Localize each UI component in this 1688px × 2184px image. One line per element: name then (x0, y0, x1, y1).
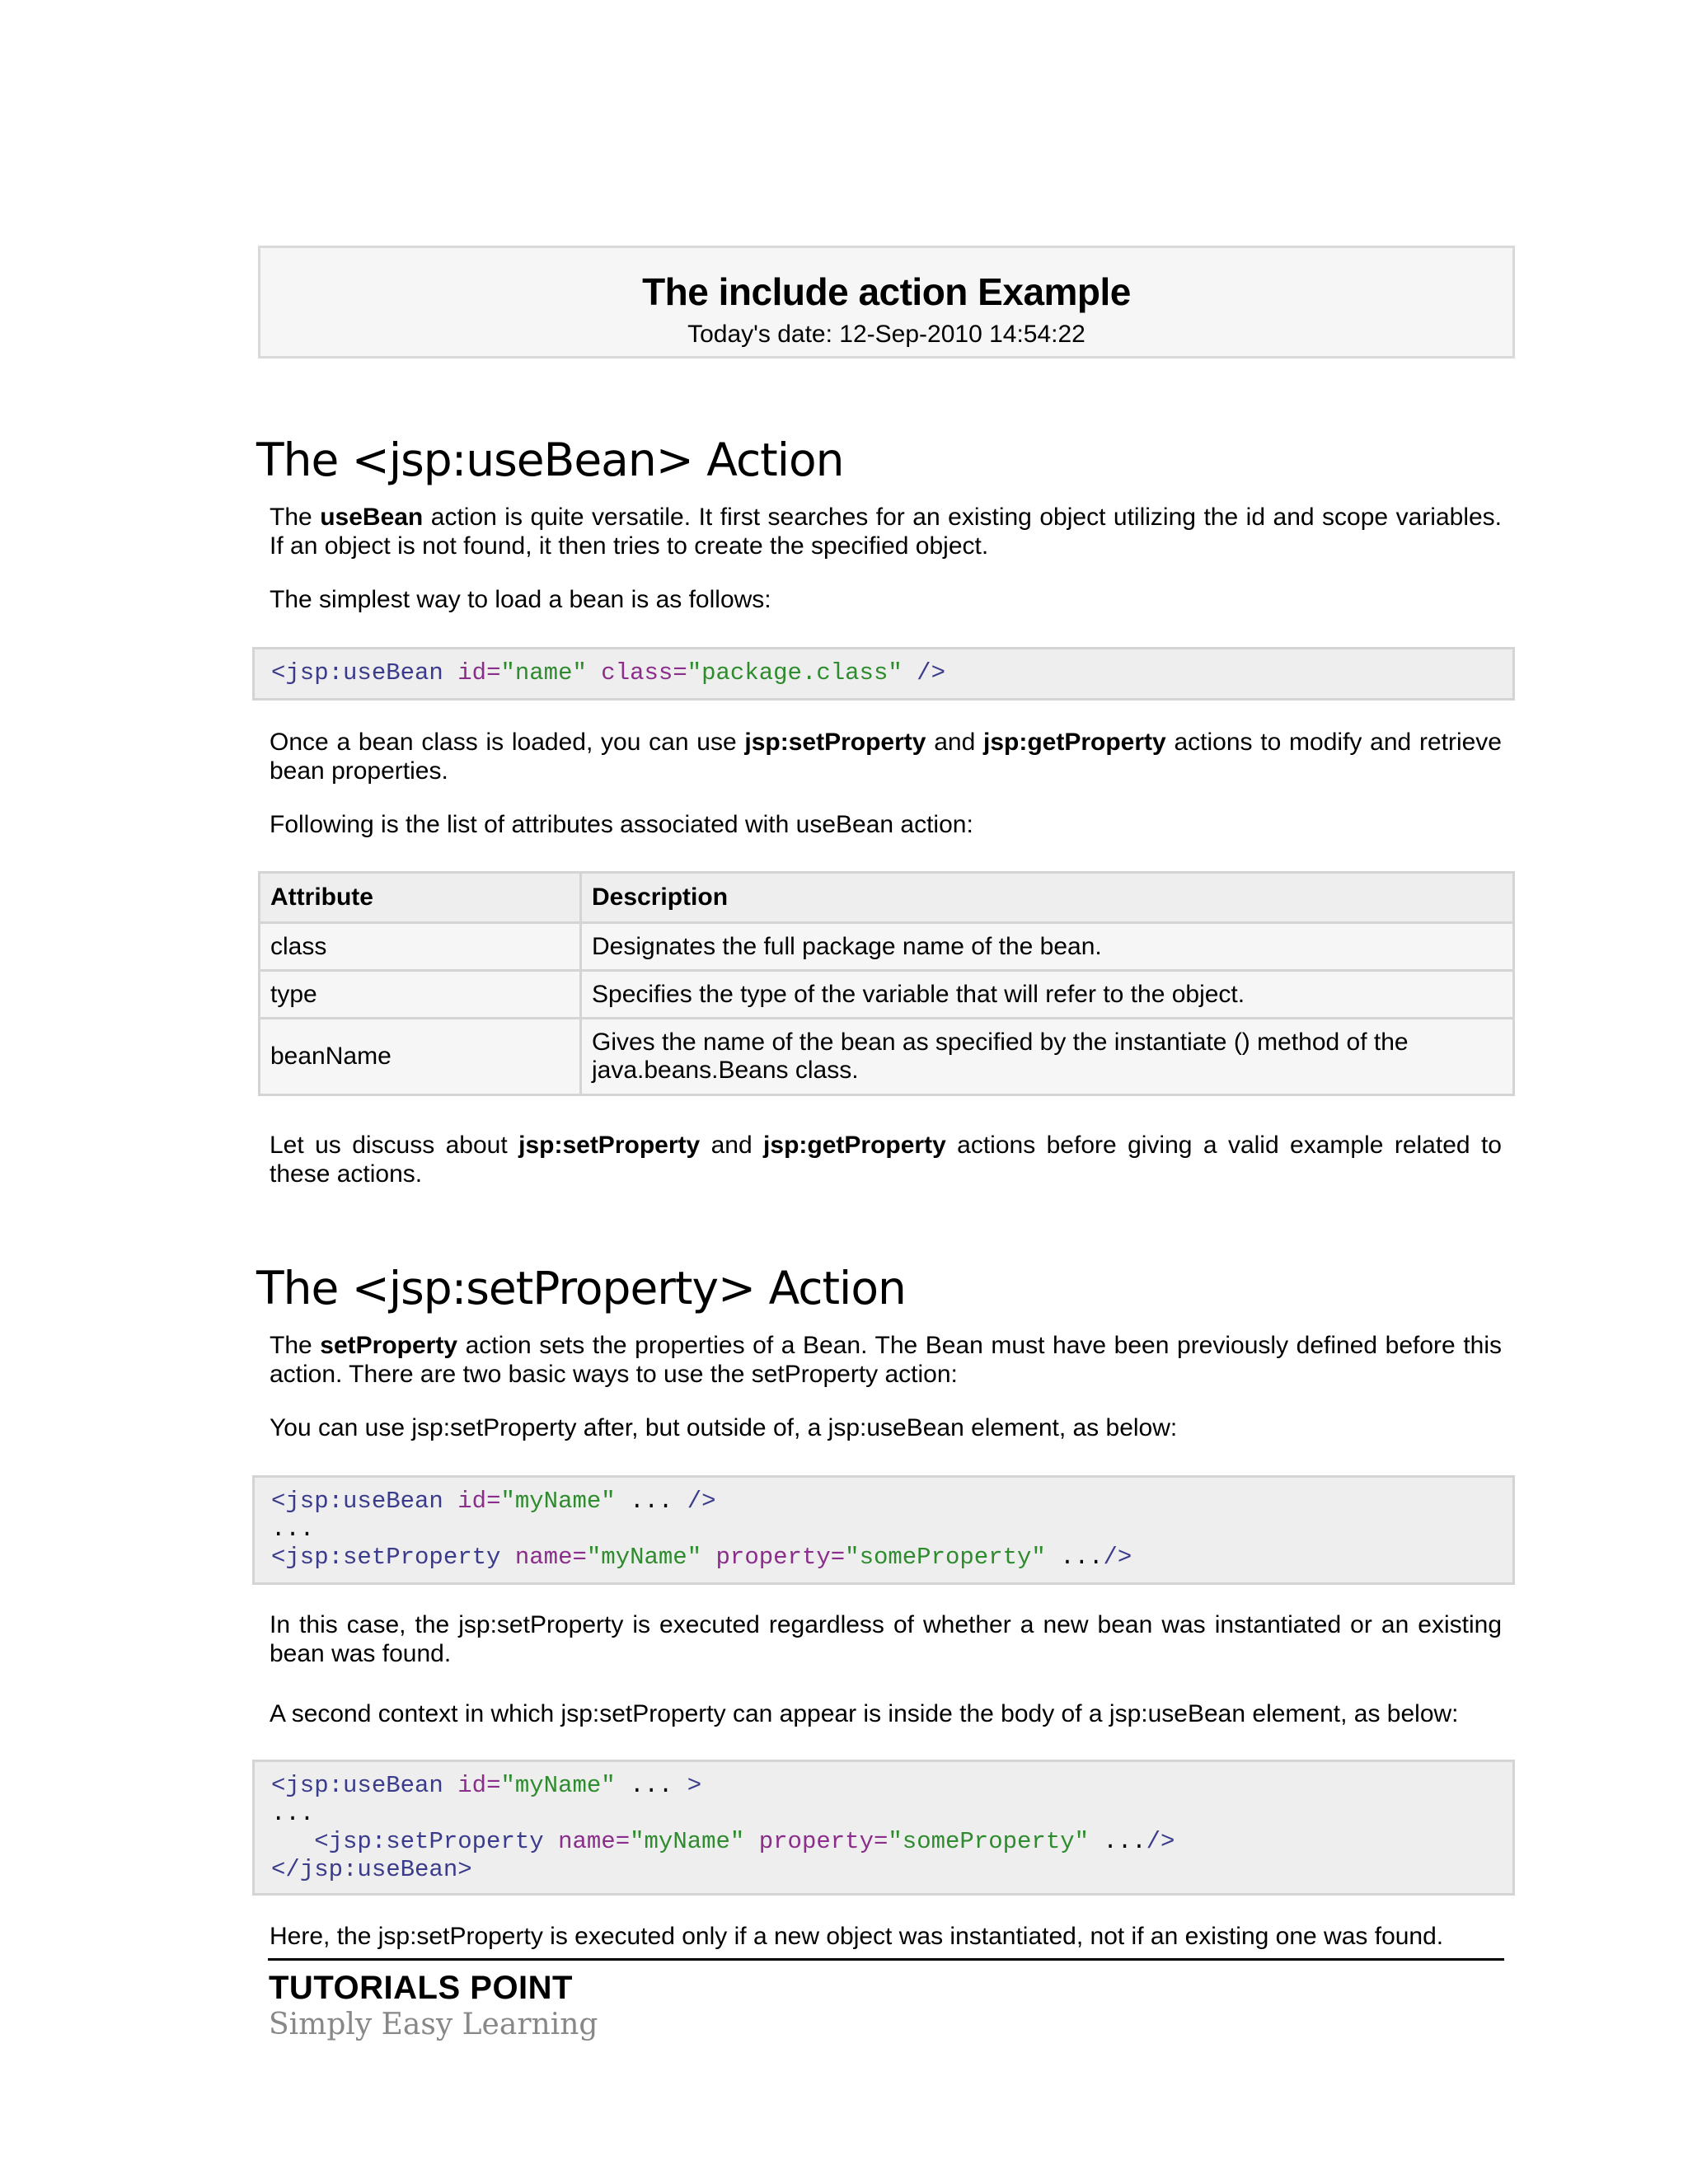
usebean-intro-paragraph: The useBean action is quite versatile. It first searches for an existing object utilizing the id and scope variables. If an object is not found, it then tries to create the specified object. (270, 504, 1502, 560)
table-cell-description: Designates the full package name of the bean. (581, 923, 1514, 971)
table-header-row (260, 873, 1514, 923)
new-object-paragraph: Here, the jsp:setProperty is executed only if a new object was instantiated, not if an existing one was found. (270, 1923, 1444, 1950)
example-title: The include action Example (642, 270, 1131, 313)
regardless-paragraph: In this case, the jsp:setProperty is executed regardless of whether a new bean was instantiated or an existing bean was found. (270, 1611, 1502, 1667)
example-output-box (258, 246, 1515, 359)
table-cell-attribute: type (260, 971, 581, 1019)
usebean-simplest-paragraph: The simplest way to load a bean is as follows: (270, 586, 771, 613)
table-cell-description: Gives the name of the bean as specified by the instantiate () method of the java.beans.Beans class. (581, 1019, 1514, 1095)
table-row (260, 1019, 1514, 1095)
section-heading-setproperty: The <jsp:setProperty> Action (256, 1262, 906, 1315)
setproperty-outside-paragraph: You can use jsp:setProperty after, but outside of, a jsp:useBean element, as below: (270, 1414, 1178, 1441)
section-heading-usebean: The <jsp:useBean> Action (256, 434, 844, 486)
table-cell-attribute: beanName (260, 1019, 581, 1095)
table-cell-description: Specifies the type of the variable that will refer to the object. (581, 971, 1514, 1019)
table-header-description: Description (581, 873, 1514, 923)
table-header-attribute: Attribute (260, 873, 581, 923)
footer-tagline: Simply Easy Learning (269, 2008, 598, 2041)
code-block-setproperty-outside: <jsp:useBean id="myName" ... /> ... <jsp:setProperty name="myName" property="someProperty" .../> (252, 1475, 1515, 1585)
table-row (260, 971, 1514, 1019)
code-block-setproperty-inside: <jsp:useBean id="myName" ... > ... <jsp:setProperty name="myName" property="someProperty" .../> </jsp:useBean> (252, 1760, 1515, 1896)
table-row (260, 923, 1514, 971)
setproperty-intro-paragraph: The setProperty action sets the properties of a Bean. The Bean must have been previously defined before this action. There are two basic ways to use the setProperty action: (270, 1332, 1503, 1388)
footer-brand: TUTORIALS POINT (269, 1970, 573, 2006)
example-date: Today's date: 12-Sep-2010 14:54:22 (687, 321, 1085, 348)
attributes-table (258, 871, 1515, 1096)
attributes-list-paragraph: Following is the list of attributes associated with useBean action: (270, 811, 973, 838)
footer-divider (268, 1958, 1504, 1961)
code-block-usebean: <jsp:useBean id="name" class="package.class" /> (252, 647, 1515, 701)
second-context-paragraph: A second context in which jsp:setProperty can appear is inside the body of a jsp:useBean element, as below: (270, 1700, 1459, 1727)
table-cell-attribute: class (260, 923, 581, 971)
discuss-paragraph: Let us discuss about jsp:setProperty and jsp:getProperty actions before giving a valid example related to these actions. (270, 1132, 1502, 1188)
bean-loaded-paragraph: Once a bean class is loaded, you can use jsp:setProperty and jsp:getProperty actions to modify and retrieve bean properties. (270, 729, 1502, 785)
